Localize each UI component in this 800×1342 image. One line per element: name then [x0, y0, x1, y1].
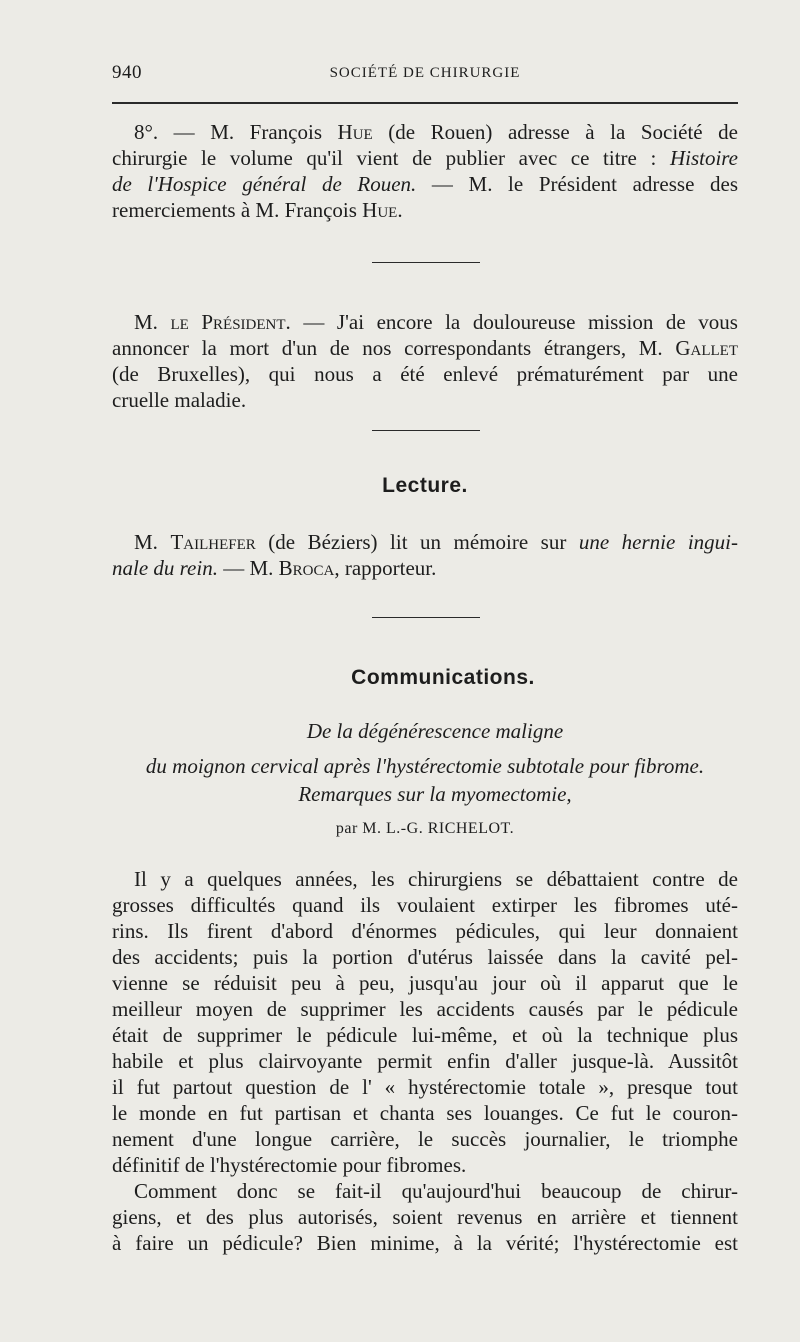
lecture-paragraph: M. Tailhefer (de Béziers) lit un mémoire sur une hernie ingui- nale du rein. — M. Broca, rapporteur. [112, 530, 738, 580]
article-title-line-1: De la dégénérescence maligne [306, 719, 564, 743]
separator-rule [372, 430, 480, 431]
separator-rule [372, 262, 480, 263]
item-8-paragraph: 8°. — M. François Hue (de Rouen) adresse à la Société de chirurgie le volume qu'il vient de publier avec ce titre : Histoire de l'Hospice général de Rouen. — M. le Président adresse des remerciements à M. François Hue. [112, 120, 739, 222]
communications-heading: Communications. [351, 666, 535, 689]
president-paragraph: M. le Président. — J'ai encore la douloureuse mission de vous annoncer la mort d'un de nos correspondants étrangers, M. Gallet (de Bruxelles), qui nous a été enlevé prématurément par une cruelle maladie. [112, 310, 738, 412]
page-header [112, 62, 738, 86]
article-byline: par M. L.-G. RICHELOT. [335, 820, 515, 837]
lecture-heading: Lecture. [382, 474, 468, 497]
running-head: SOCIÉTÉ DE CHIRURGIE [329, 65, 521, 81]
body-paragraph-1: Il y a quelques années, les chirurgiens se débattaient contre de grosses difficultés quand ils voulaient extirper les fibromes uté- rins. Ils firent d'abord d'énormes pédicules, qui leur donnaient des accidents; puis la portion d'utérus laissée dans la cavité pel- vienne se réduisit peu à peu, jusqu'au jour où il apparut que le meilleur moyen de supprimer les accidents causés par le pédicule était de supprimer le pédicule lui-même, et où la technique plus habile et plus clairvoyante permit enfin d'aller jusque-là. Aussitôt il fut partout question de l' « hystérectomie totale », presque tout le monde en fut partisan et chanta ses louanges. Ce fut le couron- nement d'une longue carrière, le succès journalier, le triomphe définitif de l'hystérectomie pour fibromes. [112, 867, 738, 1177]
header-rule [112, 102, 738, 104]
article-title-line-2: du moignon cervical après l'hystérectomie subtotale pour fibrome. [145, 754, 705, 778]
separator-rule [372, 617, 480, 618]
page-number: 940 [112, 62, 142, 83]
body-paragraph-2: Comment donc se fait-il qu'aujourd'hui beaucoup de chirur- giens, et des plus autorisés, soient revenus en arrière et tiennent à faire un pédicule? Bien minime, à la vérité; l'hystérectomie est [112, 1179, 738, 1255]
article-title-line-3: Remarques sur la myomectomie, [298, 782, 572, 806]
